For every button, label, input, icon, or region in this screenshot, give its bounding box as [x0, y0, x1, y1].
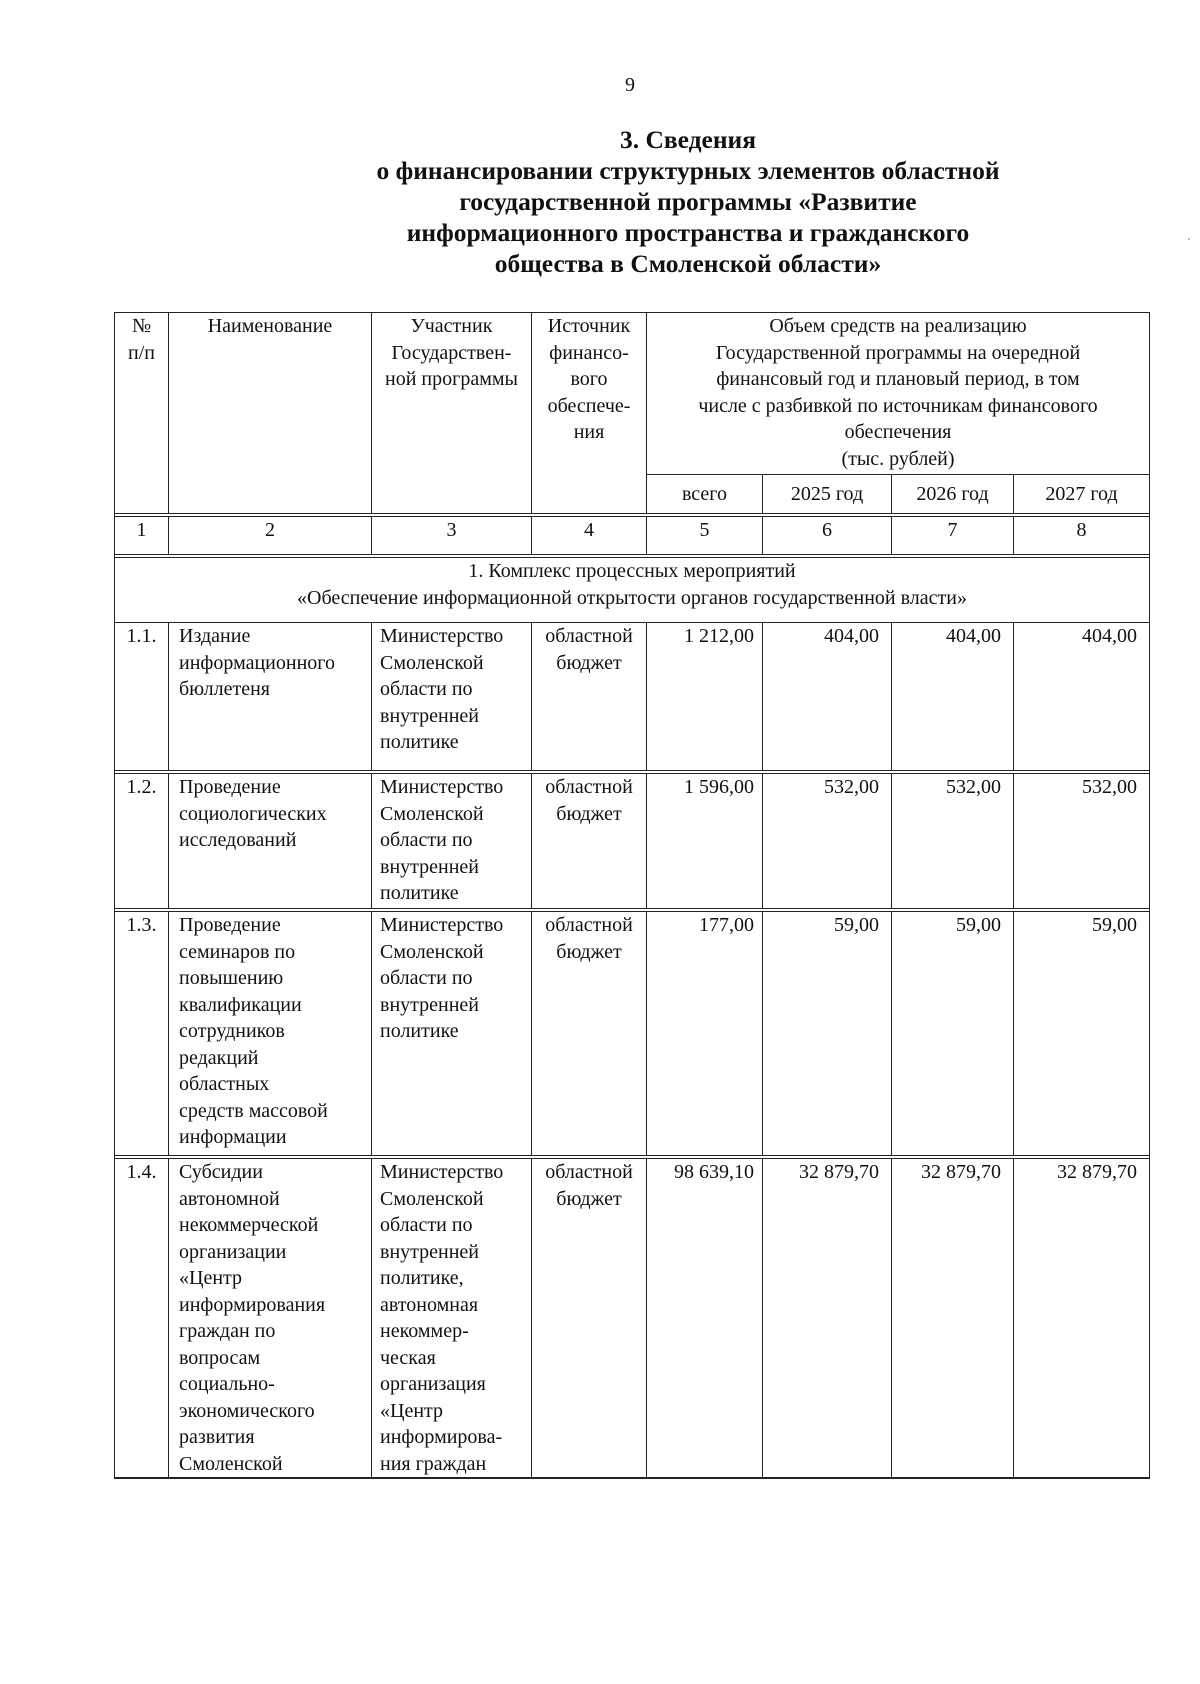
row-y2025: 404,00 [763, 623, 892, 771]
column-number-row [115, 517, 1150, 555]
row-name-line: областных [179, 1073, 270, 1095]
page-number: 9 [625, 74, 635, 96]
row-name-line: информационного [179, 651, 335, 674]
row-source [532, 623, 647, 771]
header-2027: 2027 год [1014, 475, 1150, 514]
row-participant-line: области по [380, 678, 473, 700]
row-participant-line: внутренней [380, 855, 479, 878]
title-line: государственной программы «Развитие [459, 187, 917, 216]
row-participant [372, 774, 532, 909]
column-number: 4 [532, 517, 647, 555]
header-participant-line: ной программы [385, 368, 518, 390]
header-source [532, 313, 647, 514]
row-number: 1.2. [115, 774, 169, 909]
header-source-line: финансо- [549, 341, 629, 364]
row-participant-line: внутренней [380, 993, 479, 1016]
row-number: 1.3. [115, 912, 169, 1156]
row-participant-line: политике [380, 731, 459, 753]
header-name [169, 313, 372, 514]
header-participant-line: Государствен- [391, 341, 512, 364]
header-participant-line: Участник [410, 315, 493, 337]
title-line: информационного пространства и гражданского [406, 218, 970, 247]
row-name-line: некоммерческой [179, 1214, 319, 1236]
section-row [115, 558, 1150, 623]
column-number: 3 [372, 517, 532, 555]
header-volume-line: Государственной программы на очередной [715, 341, 1081, 364]
header-volume-line: обеспечения [844, 421, 952, 443]
header-2026: 2026 год [892, 475, 1014, 514]
row-participant-line: политике [380, 1020, 459, 1042]
row-name-line: исследований [179, 829, 297, 851]
row-participant-line: области по [380, 1214, 473, 1236]
header-no-line: № [131, 315, 152, 337]
title-line: 3. Сведения [619, 125, 757, 154]
row-participant-line: Смоленской [380, 940, 484, 963]
row-participant-line: некоммер- [380, 1320, 469, 1342]
header-no [115, 313, 169, 514]
column-number: 8 [1014, 517, 1150, 555]
row-source-line: областной [545, 1161, 633, 1183]
column-number: 6 [763, 517, 892, 555]
header-source-line: обеспече- [547, 394, 631, 417]
row-name-line: социологических [179, 802, 327, 825]
row-number: 1.1. [115, 623, 169, 771]
row-name-line: квалификации [179, 993, 302, 1016]
row-number: 1.4. [115, 1159, 169, 1479]
row-participant-line: Смоленской [380, 651, 484, 674]
row-name-line: вопросам [179, 1346, 261, 1369]
row-name-line: редакций [179, 1046, 259, 1069]
row-participant-line: политике [380, 882, 459, 904]
header-no-line: п/п [128, 341, 155, 364]
row-participant-line: Смоленской [380, 1187, 484, 1210]
row-participant-line: политике, [380, 1267, 464, 1289]
row-y2025: 32 879,70 [763, 1159, 892, 1479]
row-y2027: 59,00 [1014, 912, 1150, 1156]
row-y2025: 532,00 [763, 774, 892, 909]
row-total: 177,00 [647, 912, 763, 1156]
row-source-line: бюджет [556, 1187, 622, 1210]
header-name-line: Наименование [207, 315, 333, 337]
row-participant [372, 1159, 532, 1479]
row-y2026: 404,00 [892, 623, 1014, 771]
row-name-line: развития [179, 1426, 255, 1448]
row-participant-line: внутренней [380, 704, 479, 727]
row-name-line: Проведение [179, 776, 281, 798]
row-name-line: организации [179, 1240, 287, 1263]
row-name-line: социально- [179, 1373, 275, 1395]
row-total: 1 212,00 [647, 623, 763, 771]
column-number: 2 [169, 517, 372, 555]
row-source-line: бюджет [556, 940, 622, 963]
row-y2027: 32 879,70 [1014, 1159, 1150, 1479]
row-y2026: 32 879,70 [892, 1159, 1014, 1479]
row-participant [372, 623, 532, 771]
row-participant-line: области по [380, 967, 473, 989]
row-name-line: средств массовой [179, 1099, 328, 1122]
row-name-line: Субсидии [179, 1161, 263, 1183]
row-source [532, 912, 647, 1156]
row-participant-line: Министерство [380, 625, 504, 647]
row-source-line: областной [545, 625, 633, 647]
row-participant-line: области по [380, 829, 473, 851]
row-total: 98 639,10 [647, 1159, 763, 1479]
row-name-line: семинаров по [179, 940, 296, 963]
table-row [115, 623, 1150, 771]
column-number: 1 [115, 517, 169, 555]
row-name-line: информирования [179, 1293, 326, 1316]
title-line: общества в Смоленской области» [494, 249, 882, 278]
row-participant-line: Министерство [380, 914, 504, 936]
title-line: о финансировании структурных элементов областной [376, 156, 1000, 185]
row-name-line: информации [179, 1126, 287, 1148]
header-participant [372, 313, 532, 514]
header-volume [647, 313, 1150, 475]
header-2025: 2025 год [763, 475, 892, 514]
row-participant [372, 912, 532, 1156]
row-name [169, 912, 372, 1156]
header-source-line: Источник [547, 315, 631, 337]
row-y2025: 59,00 [763, 912, 892, 1156]
table-row [115, 1159, 1150, 1479]
row-name-line: автономной [179, 1187, 280, 1210]
header-row [115, 313, 1150, 475]
row-y2027: 404,00 [1014, 623, 1150, 771]
row-name-line: Проведение [179, 914, 281, 936]
row-participant-line: ния граждан [380, 1452, 487, 1475]
header-source-line: ния [573, 421, 605, 443]
row-name-line: граждан по [179, 1320, 276, 1342]
row-source-line: бюджет [556, 802, 622, 825]
row-name-line: Смоленской [179, 1452, 283, 1475]
row-name-line: бюллетеня [179, 678, 270, 700]
table-row [115, 912, 1150, 1156]
row-name [169, 623, 372, 771]
document-title [318, 124, 1058, 279]
header-volume-line: Объем средств на реализацию [769, 315, 1027, 337]
row-participant-line: внутренней [380, 1240, 479, 1263]
row-participant-line: ческая [380, 1346, 436, 1369]
row-source [532, 1159, 647, 1479]
row-name-line: «Центр [179, 1267, 243, 1289]
header-volume-line: финансовый год и плановый период, в том [716, 368, 1080, 390]
row-participant-line: Смоленской [380, 802, 484, 825]
row-total: 1 596,00 [647, 774, 763, 909]
row-name [169, 1159, 372, 1479]
scan-mark [1188, 238, 1190, 240]
section-title [115, 558, 1150, 623]
section-title-line: «Обеспечение информационной открытости органов государственной власти» [297, 586, 967, 609]
row-source-line: областной [545, 914, 633, 936]
row-source-line: областной [545, 776, 633, 798]
section-title-line: 1. Комплекс процессных мероприятий [468, 560, 796, 582]
row-participant-line: «Центр [380, 1399, 444, 1422]
header-total: всего [647, 475, 763, 514]
row-participant-line: информирова- [380, 1426, 503, 1448]
header-volume-line: числе с разбивкой по источникам финансового [698, 394, 1098, 417]
row-participant-line: автономная [380, 1293, 479, 1316]
table-row [115, 774, 1150, 909]
column-number: 7 [892, 517, 1014, 555]
financing-table [114, 312, 1150, 1479]
row-participant-line: организация [380, 1373, 486, 1395]
row-participant-line: Министерство [380, 776, 504, 798]
row-y2026: 532,00 [892, 774, 1014, 909]
row-y2026: 59,00 [892, 912, 1014, 1156]
row-name [169, 774, 372, 909]
row-source-line: бюджет [556, 651, 622, 674]
row-name-line: Издание [179, 625, 251, 647]
row-name-line: экономического [179, 1399, 315, 1422]
row-name-line: повышению [179, 967, 284, 989]
column-number: 5 [647, 517, 763, 555]
row-participant-line: Министерство [380, 1161, 504, 1183]
row-name-line: сотрудников [179, 1020, 285, 1042]
header-source-line: вого [570, 368, 608, 390]
header-volume-line: (тыс. рублей) [841, 447, 955, 470]
row-y2027: 532,00 [1014, 774, 1150, 909]
row-source [532, 774, 647, 909]
